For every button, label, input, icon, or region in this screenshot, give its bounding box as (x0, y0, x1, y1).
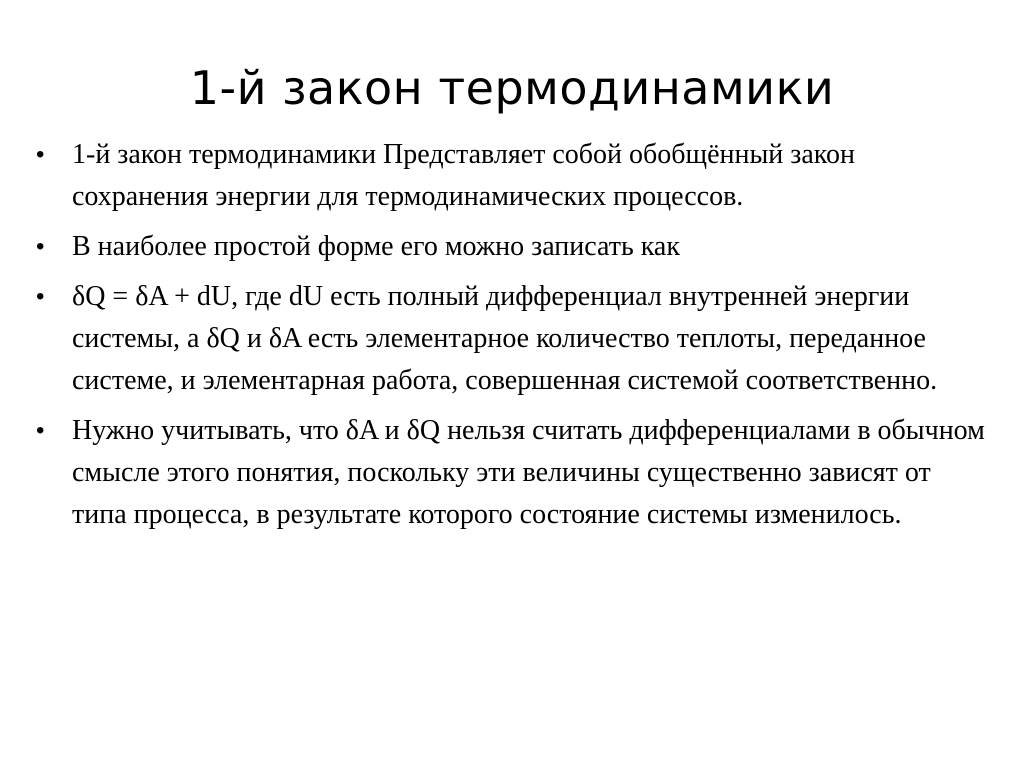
bullet-item (36, 276, 986, 402)
bullet-icon: • (36, 283, 45, 310)
bullet-icon: • (36, 233, 45, 260)
bullet-icon: • (36, 417, 45, 444)
bullet-text: δQ = δA + dU, где dU есть полный дифференциал внутренней энергии системы, а δQ и δA есть элементарное количество теплоты, переданное системе, и элементарная работа, совершенная системой соответственно. (72, 281, 938, 396)
bullet-text: 1-й закон термодинамики Представляет собой обобщённый закон сохранения энергии для термодинамических процессов. (72, 139, 855, 212)
bullet-text: Нужно учитывать, что δA и δQ нельзя считать дифференциалами в обычном смысле этого понятия, поскольку эти величины существенно зависят от типа процесса, в результате которого состояние системы изменилось. (72, 415, 985, 530)
bullet-text: В наиболее простой форме его можно записать как (72, 231, 680, 262)
bullet-item (36, 134, 986, 218)
slide-title: 1-й закон термодинамики (189, 61, 835, 115)
bullet-item (36, 226, 986, 268)
bullet-item (36, 410, 986, 536)
bullet-list (36, 134, 986, 544)
bullet-icon: • (36, 141, 45, 168)
